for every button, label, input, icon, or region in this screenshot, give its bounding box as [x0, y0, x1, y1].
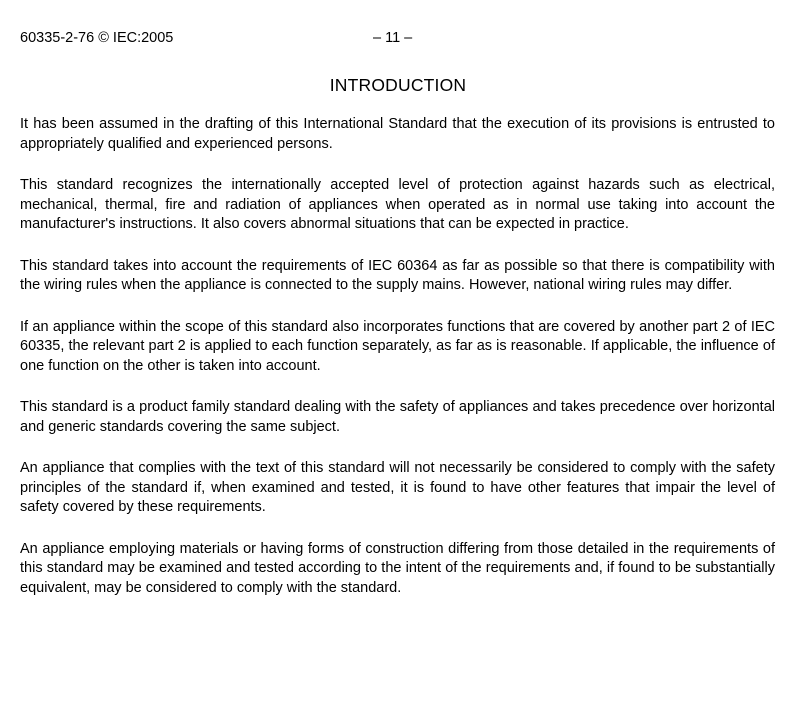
paragraph-1: It has been assumed in the drafting of this International Standard that the execution of its provisions is entrusted to appropriately qualified and experienced persons.: [20, 116, 775, 152]
document-identifier: 60335-2-76 © IEC:2005: [20, 30, 174, 46]
paragraph-7: An appliance employing materials or having forms of construction differing from those detailed in the requirements of this standard may be examined and tested according to the intent of the requirements and, if found to be substantially equivalent, may be considered to comply with the standard.: [20, 540, 775, 596]
paragraph-4: If an appliance within the scope of this standard also incorporates functions that are covered by another part 2 of IEC 60335, the relevant part 2 is applied to each function separately, as far as is reasonable. If applicable, the influence of one function on the other is taken into account.: [20, 318, 775, 374]
document-body: [20, 115, 775, 620]
paragraph-2: This standard recognizes the internationally accepted level of protection against hazards such as electrical, mechanical, thermal, fire and radiation of appliances when operated as in normal use taking into account the manufacturer's instructions. It also covers abnormal situations that can be expected in practice.: [20, 177, 775, 232]
paragraph-3: This standard takes into account the requirements of IEC 60364 as far as possible so that there is compatibility with the wiring rules when the appliance is connected to the supply mains. However, national wiring rules may differ.: [20, 257, 775, 293]
paragraph-5: This standard is a product family standard dealing with the safety of appliances and takes precedence over horizontal and generic standards covering the same subject.: [20, 399, 775, 435]
paragraph-6: An appliance that complies with the text of this standard will not necessarily be considered to comply with the safety principles of the standard if, when examined and tested, it is found to have other features that impair the level of safety covered by these requirements.: [20, 460, 775, 515]
page-number: – 11 –: [373, 30, 413, 46]
page-header: [20, 28, 782, 48]
section-title: INTRODUCTION: [329, 75, 467, 95]
